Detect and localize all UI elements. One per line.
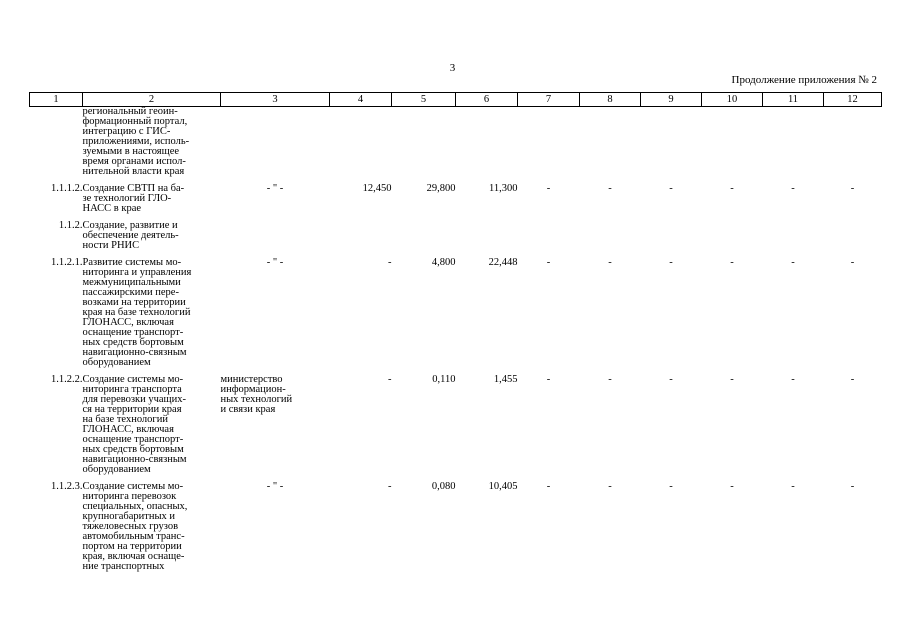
cell-col-5 [392, 107, 456, 185]
cell-col-10 [702, 221, 763, 258]
header-col-2: 2 [83, 93, 221, 107]
cell-col-7: - [546, 257, 551, 268]
header-col-4: 4 [330, 93, 392, 107]
cell-description: Создание системы мо- ниторинга перевозок специальных, опасных, крупногабаритных и тяжеловесных грузов автомобильным транс- портом на территории края, включая оснаще- ние транспортных [82, 481, 188, 572]
continuation-label: Продолжение приложения № 2 [731, 74, 877, 86]
cell-col-11: - [791, 481, 795, 492]
cell-code: 1.1.2.1. [51, 257, 83, 268]
cell-executor [221, 221, 330, 258]
cell-col-4 [330, 221, 392, 258]
cell-col-11: - [791, 257, 795, 268]
header-col-3: 3 [221, 93, 330, 107]
cell-col-5: 4,800 [431, 257, 456, 268]
cell-col-6 [456, 221, 518, 258]
cell-col-6: 10,405 [488, 481, 518, 492]
cell-description: Развитие системы мо- ниторинга и управления межмуниципальными пассажирскими пере- возками на территории края на базе технологий ГЛОНАСС, включая оснащение транспорт- ных средств бортовым навигационно-связным оборудованием [82, 257, 192, 368]
cell-col-8 [580, 107, 641, 185]
header-col-1: 1 [30, 93, 83, 107]
cell-executor: министерство информацион- ных технологий и связи края [220, 374, 293, 415]
cell-executor: - " - [266, 481, 284, 492]
header-col-11: 11 [763, 93, 824, 107]
table-row [30, 375, 882, 482]
cell-col-4: - [388, 481, 392, 492]
cell-col-11: - [791, 183, 795, 194]
cell-col-7: - [546, 183, 551, 194]
cell-code: 1.1.2. [58, 220, 83, 231]
header-col-7: 7 [518, 93, 580, 107]
cell-col-7 [518, 221, 580, 258]
cell-col-6: 11,300 [489, 183, 518, 194]
cell-code: 1.1.2.3. [51, 481, 83, 492]
cell-col-7 [518, 107, 580, 185]
cell-col-9: - [669, 257, 673, 268]
header-row [30, 93, 882, 107]
cell-col-4: - [388, 257, 392, 268]
cell-col-6: 22,448 [488, 257, 518, 268]
cell-col-10: - [730, 257, 734, 268]
cell-code: 1.1.2.2. [51, 374, 83, 385]
cell-col-9: - [669, 183, 673, 194]
cell-col-10: - [730, 183, 734, 194]
cell-col-5: 0,110 [432, 374, 456, 385]
cell-col-9: - [669, 374, 673, 385]
cell-col-12: - [850, 481, 855, 492]
cell-code: 1.1.1.2. [51, 183, 83, 194]
header-col-12: 12 [824, 93, 882, 107]
cell-description: Создание СВТП на ба- зе технологий ГЛО- НАСС в крае [82, 183, 185, 214]
cell-col-4: - [388, 374, 392, 385]
cell-col-5 [392, 221, 456, 258]
cell-col-8: - [608, 481, 612, 492]
table-row [30, 482, 882, 572]
table-row [30, 107, 882, 185]
cell-description: региональный геоин- формационный портал, интеграцию с ГИС- приложениями, исполь- зуемыми в настоящее время органами испол- нительной власти края [82, 106, 190, 177]
cell-col-11 [763, 221, 824, 258]
cell-col-9 [641, 221, 702, 258]
cell-col-12 [824, 221, 882, 258]
cell-col-8: - [608, 374, 612, 385]
header-col-6: 6 [456, 93, 518, 107]
cell-col-5: 0,080 [431, 481, 456, 492]
table-row [30, 221, 882, 258]
header-col-5: 5 [392, 93, 456, 107]
cell-col-6: 1,455 [493, 374, 518, 385]
cell-col-11 [763, 107, 824, 185]
header-col-10: 10 [702, 93, 763, 107]
cell-col-12 [824, 107, 882, 185]
cell-col-11: - [791, 374, 795, 385]
cell-col-10: - [730, 481, 734, 492]
cell-col-12: - [850, 183, 855, 194]
cell-col-10: - [730, 374, 734, 385]
cell-executor [221, 107, 330, 185]
cell-col-9: - [669, 481, 673, 492]
table-row [30, 184, 882, 221]
cell-col-7: - [546, 374, 551, 385]
cell-description: Создание, развитие и обеспечение деятель- ности РНИС [82, 220, 179, 251]
cell-col-12: - [850, 374, 855, 385]
cell-col-9 [641, 107, 702, 185]
cell-col-12: - [850, 257, 855, 268]
cell-col-5: 29,800 [426, 183, 456, 194]
cell-executor: - " - [266, 257, 284, 268]
cell-code [30, 107, 83, 185]
cell-col-7: - [546, 481, 551, 492]
table-row [30, 258, 882, 375]
cell-col-4: 12,450 [362, 183, 392, 194]
cell-col-10 [702, 107, 763, 185]
header-col-8: 8 [580, 93, 641, 107]
cell-executor: - " - [266, 183, 284, 194]
cell-col-8: - [608, 183, 612, 194]
cell-col-8 [580, 221, 641, 258]
cell-description: Создание системы мо- ниторинга транспорта для перевозки учащих- ся на территории края на базе технологий ГЛОНАСС, включая оснащение транспорт- ных средств бортовым навигационно-связным оборудованием [82, 374, 187, 475]
header-col-9: 9 [641, 93, 702, 107]
budget-table [29, 92, 882, 572]
page-number: 3 [449, 62, 456, 74]
cell-col-4 [330, 107, 392, 185]
cell-col-6 [456, 107, 518, 185]
cell-col-8: - [608, 257, 612, 268]
